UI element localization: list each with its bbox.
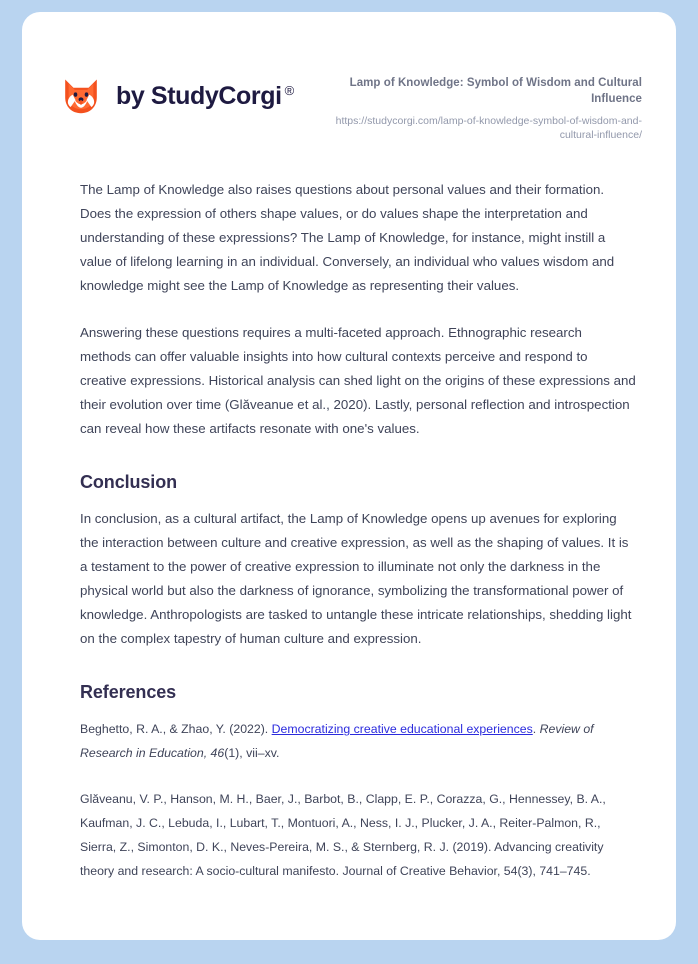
section-heading-conclusion: Conclusion bbox=[80, 472, 177, 493]
reference-journal-title: Review of Research in Education, 46 bbox=[80, 722, 594, 761]
document-header bbox=[22, 12, 676, 142]
source-url: https://studycorgi.com/lamp-of-knowledge-symbol-of-wisdom-and-cultural-influence/ bbox=[335, 115, 642, 142]
reference-entry bbox=[80, 787, 636, 883]
reference-link[interactable]: Democratizing creative educational experiences bbox=[271, 722, 533, 737]
document-page bbox=[22, 12, 676, 940]
brand-wordmark-text: by StudyCorgi bbox=[116, 81, 282, 110]
reference-after-link: . bbox=[532, 722, 540, 737]
section-heading-references: References bbox=[80, 682, 177, 703]
registered-trademark-icon: ® bbox=[284, 82, 294, 98]
brand-wordmark bbox=[116, 82, 294, 111]
body-paragraph: The Lamp of Knowledge also raises questions about personal values and their formation. Does the expression of others shape values, or do values shape the interpretation and understanding of these expressions? The Lamp of Knowledge, for instance, might instill a value of lifelong learning in an individual. Conversely, an individual who values wisdom and knowledge might see the Lamp of Knowledge as representing their values. bbox=[80, 182, 615, 294]
reference-tail: (1), vii–xv. bbox=[224, 746, 280, 761]
reference-lead-text: Glăveanu, V. P., Hanson, M. H., Baer, J., Barbot, B., Clapp, E. P., Corazza, G., Hennessey, B. A., Kaufman, J. C., Lebuda, I., Lubart, T., Montuori, A., Ness, I. J., Plucker, J. A., Reiter-Palmon, R., Sierra, Z., Simonton, D. K., Neves-Pereira, M. S., & Sternberg, R. J. (2019). Advancing creativity theory and research: A socio-cultural manifesto. Journal of Creative Behavior, 54(3), 741–745. bbox=[80, 792, 606, 879]
document-body bbox=[22, 178, 676, 883]
reference-lead-text: Beghetto, R. A., & Zhao, Y. (2022). bbox=[80, 722, 272, 737]
conclusion-paragraph: In conclusion, as a cultural artifact, the Lamp of Knowledge opens up avenues for exploring the interaction between culture and creative expression, as well as the shaping of values. It is a testament to the power of creative expression to illuminate not only the darkness in the physical world but also the darkness of ignorance, symbolizing the transformational power of knowledge. Anthropologists are tasked to untangle these intricate relationships, shedding light on the complex tapestry of human culture and expression. bbox=[80, 511, 632, 647]
corgi-face-logo-icon bbox=[59, 74, 103, 118]
brand-logo-block bbox=[59, 70, 294, 118]
reference-entry bbox=[80, 717, 636, 765]
body-paragraph: Answering these questions requires a multi-faceted approach. Ethnographic research methods can offer valuable insights into how cultural contexts perceive and respond to creative expressions. Historical analysis can shed light on the origins of these expressions and their evolution over time (Glăveanue et al., 2020). Lastly, personal reflection and introspection can reveal how these artifacts resonate with one's values. bbox=[80, 325, 636, 437]
header-meta bbox=[312, 70, 642, 142]
page-title: Lamp of Knowledge: Symbol of Wisdom and Cultural Influence bbox=[349, 77, 642, 105]
